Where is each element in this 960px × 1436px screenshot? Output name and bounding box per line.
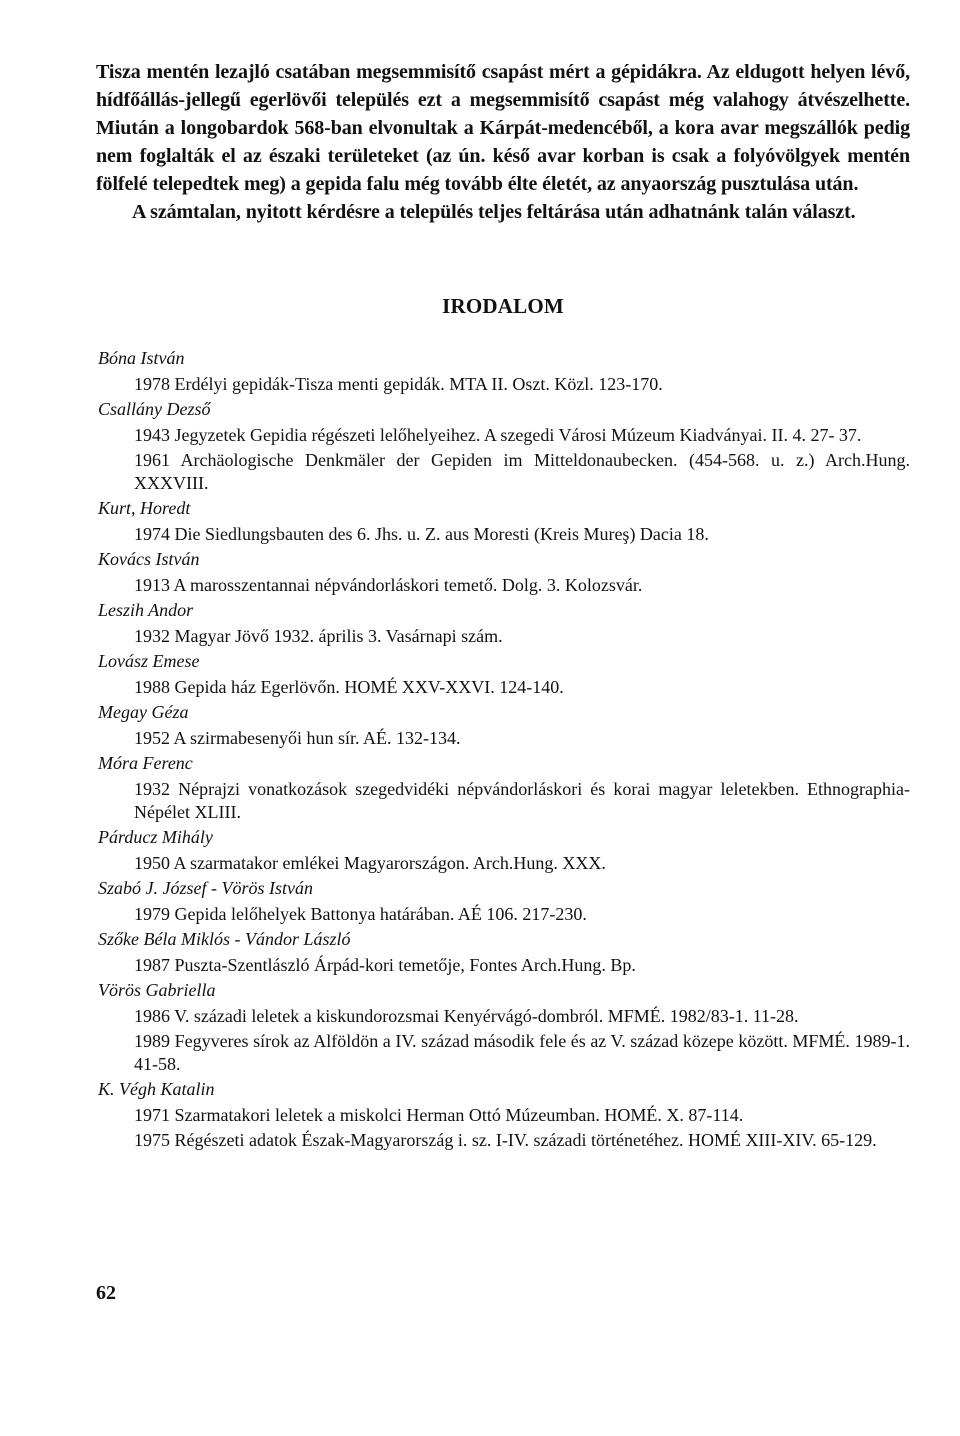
ref-entry: 1943 Jegyzetek Gepidia régészeti lelőhelyeihez. A szegedi Városi Múzeum Kiadványai. II. 4. 27- 37. [134,425,862,445]
page-number: 62 [96,1282,116,1304]
ref-entry: 1986 V. századi leletek a kiskundorozsmai Kenyérvágó-dombról. MFMÉ. 1982/83-1. 11-28. [134,1006,799,1026]
ref-entry: 1989 Fegyveres sírok az Alföldön a IV. század második fele és az V. század közepe között. MFMÉ. 1989-1. 41-58. [134,1031,910,1074]
ref-entry: 1932 Néprajzi vonatkozások szegedvidéki népvándorláskori és korai magyar leletekben. Ethnographia-Népélet XLIII. [134,779,910,822]
page-content [96,58,910,1152]
ref-entry: 1978 Erdélyi gepidák-Tisza menti gepidák. MTA II. Oszt. Közl. 123-170. [134,374,663,394]
ref-entry: 1979 Gepida lelőhelyek Battonya határában. AÉ 106. 217-230. [134,904,587,924]
ref-entry: 1952 A szirmabesenyői hun sír. AÉ. 132-134. [134,728,461,748]
ref-author: Szőke Béla Miklós - Vándor László [98,929,351,949]
ref-author: Móra Ferenc [98,753,193,773]
ref-author: K. Végh Katalin [98,1079,215,1099]
intro-paragraph-1: Tisza mentén lezajló csatában megsemmisítő csapást mért a gépidákra. Az eldugott helyen lévő, hídfőállás-jellegű egerlövői település ezt a megsemmisítő csapást még valahogy átvészelhette. Miután a longobardok 568-ban elvonultak a Kárpát-medencéből, a kora avar megszállók pedig nem foglalták el az északi területeket (az ún. késő avar korban is csak a folyóvölgyek mentén fölfelé telepedtek meg) a gepida falu még tovább élte életét, az anyaország pusztulása után. [96,61,910,195]
ref-author: Lovász Emese [98,651,200,671]
ref-author: Bóna István [98,348,185,368]
ref-author: Vörös Gabriella [98,980,216,1000]
intro-text [96,58,910,226]
ref-author: Szabó J. József - Vörös István [98,878,313,898]
ref-author: Megay Géza [98,702,189,722]
ref-entry: 1950 A szarmatakor emlékei Magyarországon. Arch.Hung. XXX. [134,853,606,873]
ref-entry: 1971 Szarmatakori leletek a miskolci Herman Ottó Múzeumban. HOMÉ. X. 87-114. [134,1105,744,1125]
ref-author: Kurt, Horedt [98,498,191,518]
ref-entry: 1987 Puszta-Szentlászló Árpád-kori temetője, Fontes Arch.Hung. Bp. [134,955,636,975]
ref-entry: 1913 A marosszentannai népvándorláskori temető. Dolg. 3. Kolozsvár. [134,575,643,595]
ref-entry: 1988 Gepida ház Egerlövőn. HOMÉ XXV-XXVI. 124-140. [134,677,564,697]
ref-author: Csallány Dezső [98,399,211,419]
bibliography [96,347,910,1152]
section-heading: IRODALOM [442,294,564,318]
ref-entry: 1961 Archäologische Denkmäler der Gepiden im Mitteldonaubecken. (454-568. u. z.) Arch.Hung. XXXVIII. [134,450,910,493]
ref-author: Kovács István [98,549,200,569]
ref-author: Leszih Andor [98,600,194,620]
ref-entry: 1974 Die Siedlungsbauten des 6. Jhs. u. Z. aus Moresti (Kreis Mureş) Dacia 18. [134,524,709,544]
intro-paragraph-2: A számtalan, nyitott kérdésre a település teljes feltárása után adhatnánk talán választ. [132,201,856,223]
ref-entry: 1975 Régészeti adatok Észak-Magyarország i. sz. I-IV. századi történetéhez. HOMÉ XIII-XIV. 65-129. [134,1130,877,1150]
ref-author: Párducz Mihály [98,827,213,847]
ref-entry: 1932 Magyar Jövő 1932. április 3. Vasárnapi szám. [134,626,503,646]
